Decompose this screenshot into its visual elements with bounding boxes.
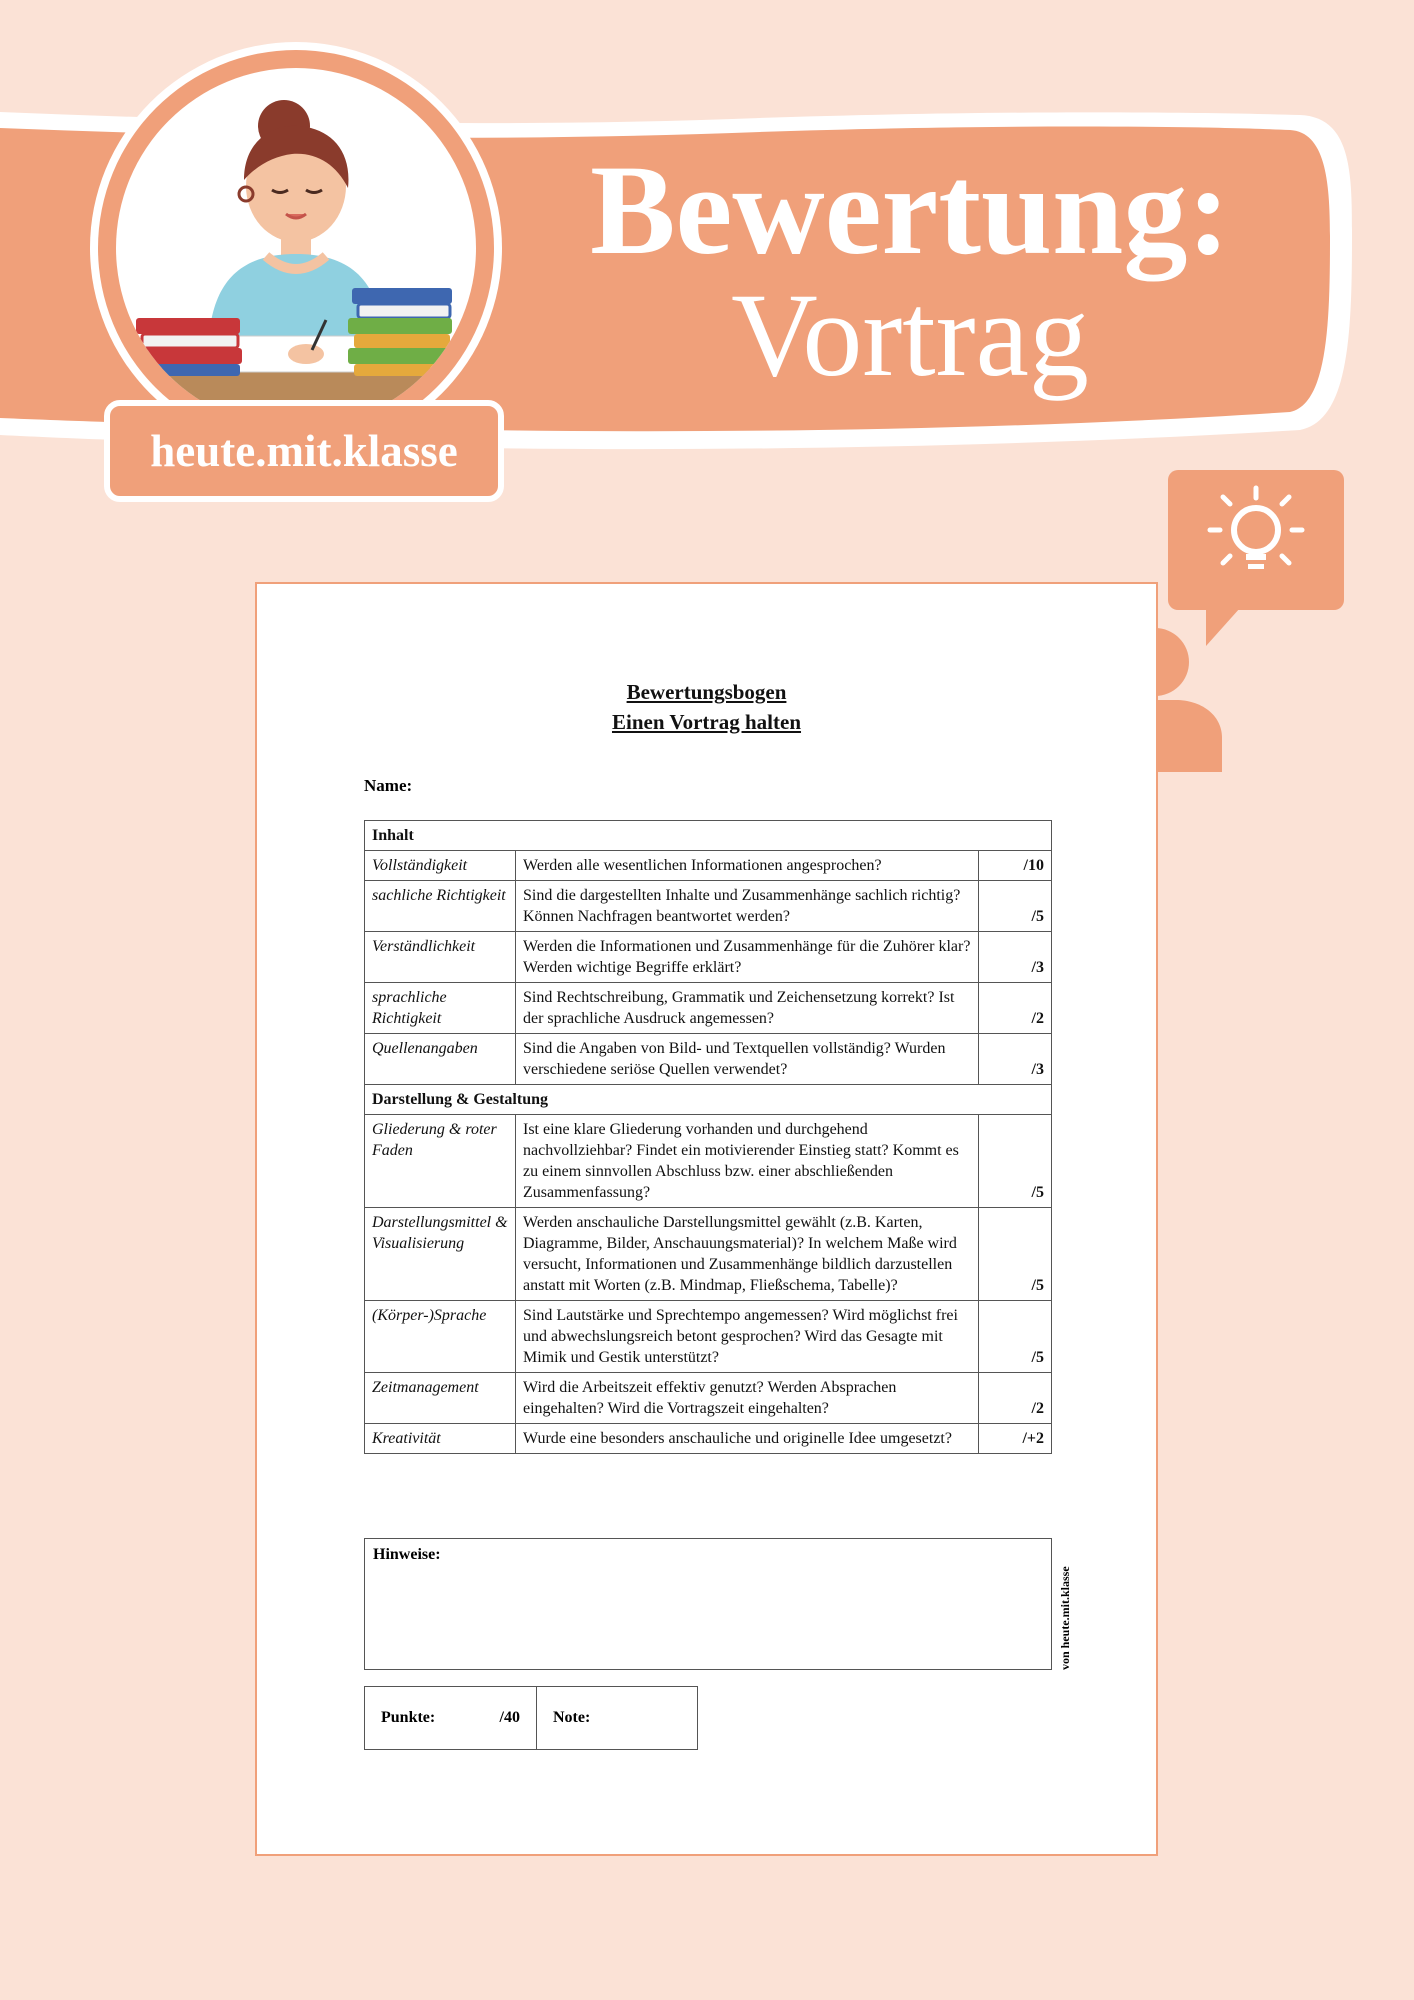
rubric-row bbox=[365, 1208, 1052, 1301]
rubric-row bbox=[365, 1034, 1052, 1085]
rubric-row bbox=[365, 983, 1052, 1034]
section-heading: Inhalt bbox=[365, 821, 1052, 851]
criterion-cell: Quellenangaben bbox=[365, 1034, 516, 1085]
question-cell: Ist eine klare Gliederung vorhanden und durchgehend nachvollziehbar? Findet ein motivierender Einstieg statt? Kommt es zu einem sinnvollen Abschluss bzw. einer abschließenden Zusammenfassung? bbox=[516, 1115, 979, 1208]
question-cell: Wird die Arbeitszeit effektiv genutzt? Werden Absprachen eingehalten? Wird die Vortragszeit eingehalten? bbox=[516, 1373, 979, 1424]
notes-field[interactable] bbox=[364, 1538, 1052, 1670]
teacher-illustration bbox=[116, 68, 476, 428]
notes-label: Hinweise: bbox=[373, 1546, 441, 1563]
points-cell[interactable]: /5 bbox=[979, 1115, 1052, 1208]
banner-title-line2: Vortrag bbox=[731, 268, 1089, 401]
criterion-cell: sprachliche Richtigkeit bbox=[365, 983, 516, 1034]
section-header-row bbox=[365, 1085, 1052, 1115]
criterion-cell: Vollständigkeit bbox=[365, 851, 516, 881]
section-header-row bbox=[365, 821, 1052, 851]
question-cell: Werden anschauliche Darstellungsmittel gewählt (z.B. Karten, Diagramme, Bilder, Anschauungsmaterial)? In welchem Maße wird versucht, Informationen und Zusammenhänge bildlich darzustellen anstatt mit Worten (z.B. Mindmap, Fließschema, Tabelle)? bbox=[516, 1208, 979, 1301]
points-cell[interactable]: /3 bbox=[979, 1034, 1052, 1085]
question-cell: Sind die dargestellten Inhalte und Zusammenhänge sachlich richtig? Können Nachfragen beantwortet werden? bbox=[516, 881, 979, 932]
rubric-sheet bbox=[255, 582, 1158, 1856]
criterion-cell: sachliche Richtigkeit bbox=[365, 881, 516, 932]
points-cell[interactable]: /5 bbox=[979, 1208, 1052, 1301]
rubric-row bbox=[365, 851, 1052, 881]
rubric-row bbox=[365, 1115, 1052, 1208]
score-total: /40 bbox=[499, 1709, 520, 1726]
section-heading: Darstellung & Gestaltung bbox=[365, 1085, 1052, 1115]
criterion-cell: Kreativität bbox=[365, 1424, 516, 1454]
name-label: Name: bbox=[364, 776, 413, 795]
question-cell: Sind Lautstärke und Sprechtempo angemessen? Wird möglichst frei und abwechslungsreich betont gesprochen? Wird das Gesagte mit Mimik und Gestik unterstützt? bbox=[516, 1301, 979, 1373]
lightbulb-icon bbox=[1168, 470, 1344, 652]
score-cell[interactable] bbox=[365, 1687, 537, 1749]
brand-tag: heute.mit.klasse bbox=[104, 400, 504, 502]
question-cell: Werden die Informationen und Zusammenhänge für die Zuhörer klar? Werden wichtige Begriffe erklärt? bbox=[516, 932, 979, 983]
question-cell: Sind Rechtschreibung, Grammatik und Zeichensetzung korrekt? Ist der sprachliche Ausdruck angemessen? bbox=[516, 983, 979, 1034]
criterion-cell: Gliederung & roter Faden bbox=[365, 1115, 516, 1208]
points-cell[interactable]: /2 bbox=[979, 1373, 1052, 1424]
rubric-row bbox=[365, 932, 1052, 983]
points-cell[interactable]: /10 bbox=[979, 851, 1052, 881]
rubric-row bbox=[365, 1424, 1052, 1454]
banner-title-line1: Bewertung: bbox=[590, 139, 1230, 281]
score-box bbox=[364, 1686, 698, 1750]
rubric-row bbox=[365, 1301, 1052, 1373]
criterion-cell: Verständlichkeit bbox=[365, 932, 516, 983]
points-cell[interactable]: /+2 bbox=[979, 1424, 1052, 1454]
question-cell: Werden alle wesentlichen Informationen angesprochen? bbox=[516, 851, 979, 881]
grade-cell[interactable] bbox=[537, 1687, 697, 1749]
points-cell[interactable]: /5 bbox=[979, 881, 1052, 932]
rubric-row bbox=[365, 881, 1052, 932]
criterion-cell: Zeitmanagement bbox=[365, 1373, 516, 1424]
rubric-row bbox=[365, 1373, 1052, 1424]
criterion-cell: Darstellungsmittel & Visualisierung bbox=[365, 1208, 516, 1301]
points-cell[interactable]: /2 bbox=[979, 983, 1052, 1034]
score-label: Punkte: bbox=[381, 1709, 436, 1726]
rubric-table bbox=[364, 820, 1052, 1454]
question-cell: Sind die Angaben von Bild- und Textquellen vollständig? Wurden verschiedene seriöse Quellen verwendet? bbox=[516, 1034, 979, 1085]
points-cell[interactable]: /5 bbox=[979, 1301, 1052, 1373]
doc-title: Bewertungsbogen bbox=[626, 680, 787, 704]
criterion-cell: (Körper-)Sprache bbox=[365, 1301, 516, 1373]
doc-subtitle: Einen Vortrag halten bbox=[611, 710, 802, 734]
banner-title bbox=[560, 139, 1260, 401]
grade-label: Note: bbox=[553, 1709, 591, 1726]
points-cell[interactable]: /3 bbox=[979, 932, 1052, 983]
question-cell: Wurde eine besonders anschauliche und originelle Idee umgesetzt? bbox=[516, 1424, 979, 1454]
side-credit: von heute.mit.klasse bbox=[1058, 1566, 1072, 1670]
